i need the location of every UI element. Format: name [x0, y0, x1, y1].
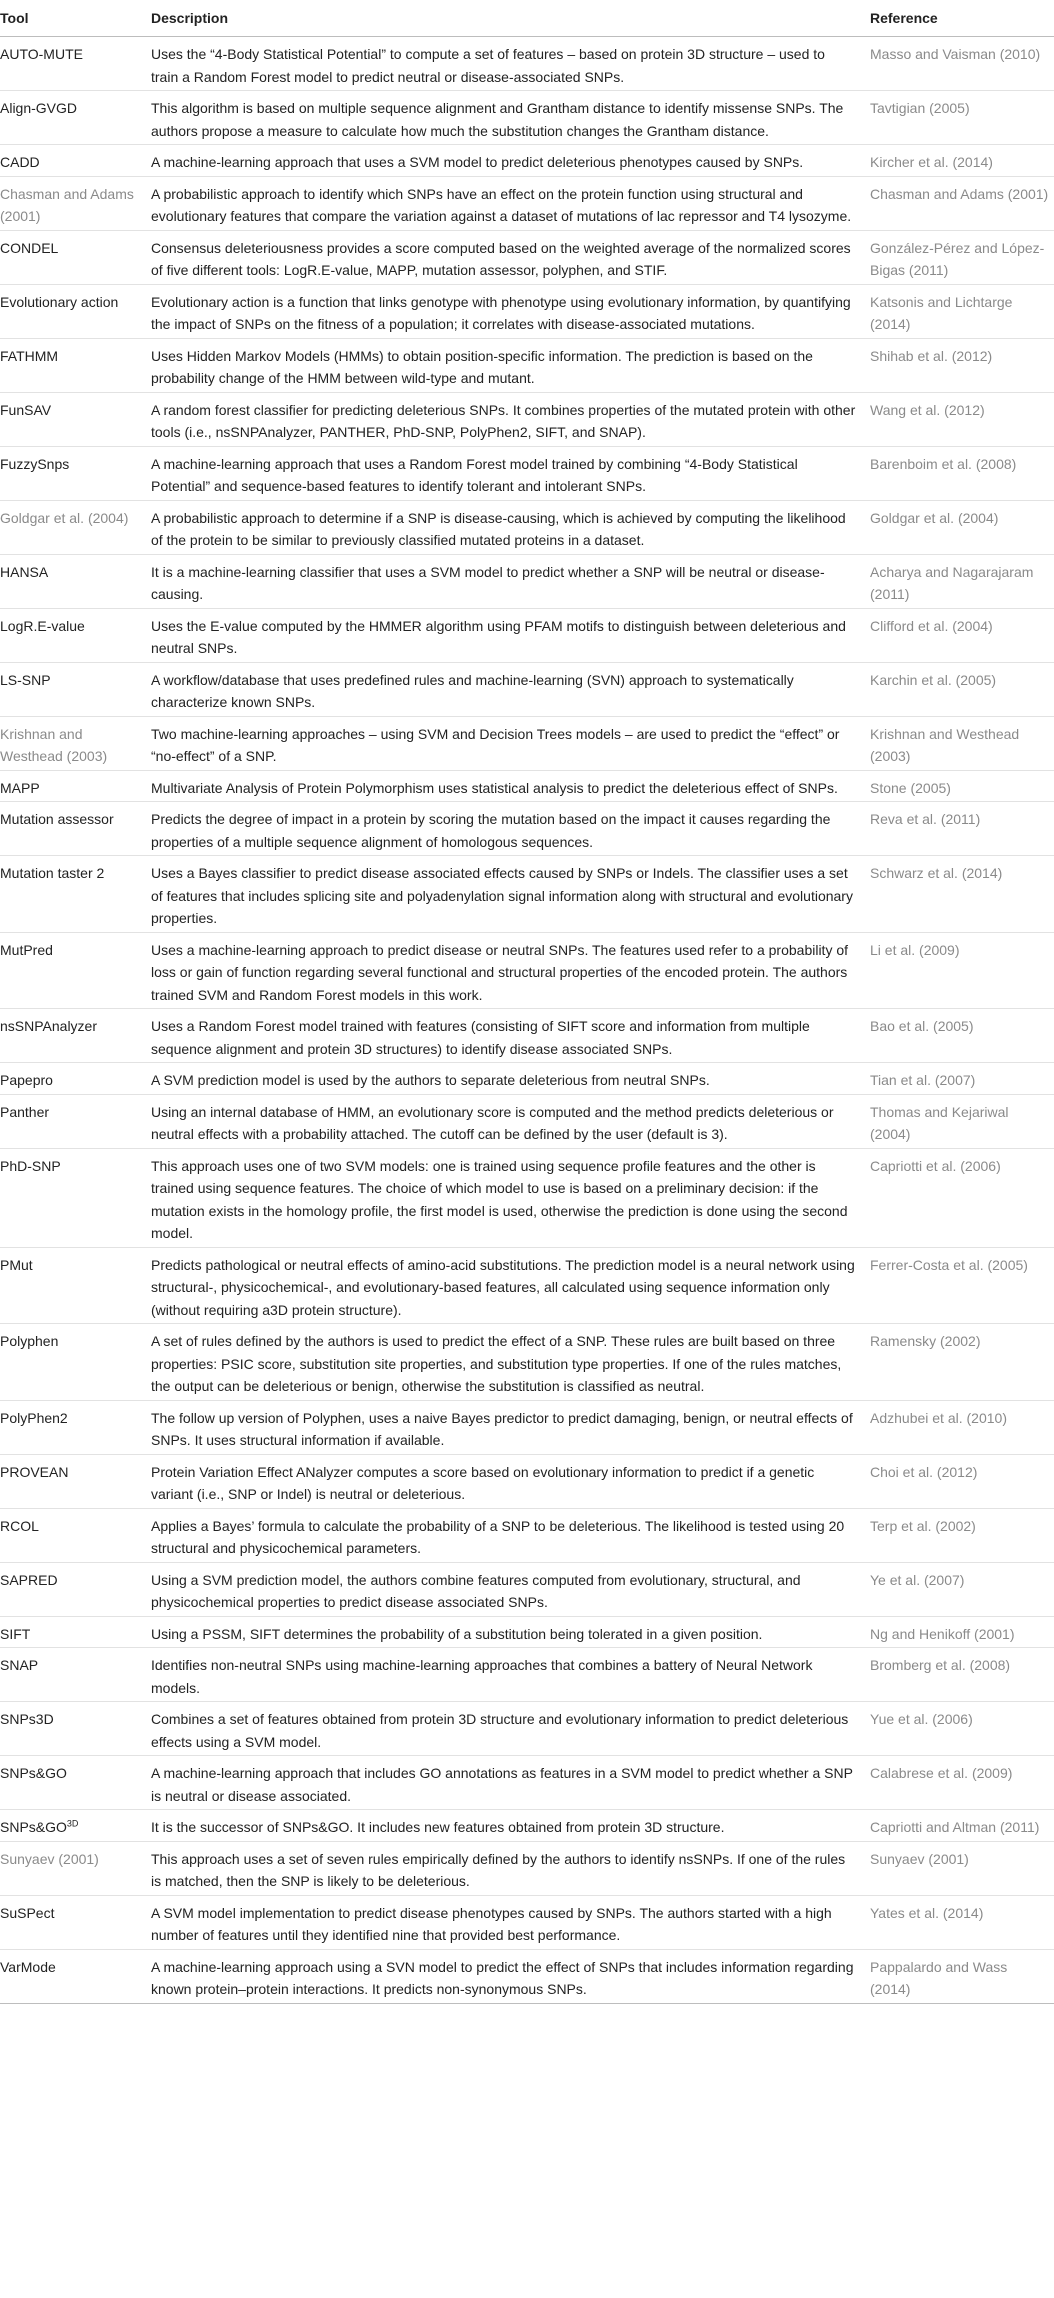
description-cell: Uses the E-value computed by the HMMER algorithm using PFAM motifs to distinguish between deleterious and neutral SNPs. — [151, 608, 870, 662]
description-cell: Uses the “4-Body Statistical Potential” to compute a set of features – based on protein 3D structure – used to train a Random Forest model to predict neutral or disease-associated SNPs. — [151, 37, 870, 91]
table-row — [0, 1810, 1054, 1842]
description-cell: Combines a set of features obtained from protein 3D structure and evolutionary information to predict deleterious effects using a SVM model. — [151, 1702, 870, 1756]
table-row — [0, 1756, 1054, 1810]
reference-cell: Adzhubei et al. (2010) — [870, 1400, 1054, 1454]
table-row — [0, 554, 1054, 608]
tool-name: SAPRED — [0, 1571, 58, 1588]
reference-cell: Sunyaev (2001) — [870, 1841, 1054, 1895]
header-description: Description — [151, 0, 870, 37]
reference-cell: Choi et al. (2012) — [870, 1454, 1054, 1508]
reference-cell: Bao et al. (2005) — [870, 1009, 1054, 1063]
tool-cell — [0, 1949, 151, 2003]
table-row — [0, 392, 1054, 446]
tool-name: VarMode — [0, 1958, 56, 1975]
tool-cell — [0, 1756, 151, 1810]
table-row — [0, 37, 1054, 91]
description-cell: A machine-learning approach that uses a SVM model to predict deleterious phenotypes caused by SNPs. — [151, 145, 870, 177]
description-cell: Using a PSSM, SIFT determines the probability of a substitution being tolerated in a given position. — [151, 1616, 870, 1648]
tool-cell — [0, 1247, 151, 1324]
reference-cell: Ye et al. (2007) — [870, 1562, 1054, 1616]
reference-cell: González-Pérez and López-Bigas (2011) — [870, 230, 1054, 284]
reference-cell: Calabrese et al. (2009) — [870, 1756, 1054, 1810]
tool-name: Chasman and Adams (2001) — [0, 185, 134, 224]
table-row — [0, 1009, 1054, 1063]
table-row — [0, 176, 1054, 230]
reference-cell: Goldgar et al. (2004) — [870, 500, 1054, 554]
reference-cell: Capriotti and Altman (2011) — [870, 1810, 1054, 1842]
description-cell: Two machine-learning approaches – using SVM and Decision Trees models – are used to predict the “effect” or “no-effect” of a SNP. — [151, 716, 870, 770]
description-cell: Predicts pathological or neutral effects of amino-acid substitutions. The prediction model is a neural network using structural-, physicochemical-, and evolutionary-based features, all calculated using sequence information only (without requiring a3D protein structure). — [151, 1247, 870, 1324]
tool-cell — [0, 770, 151, 802]
description-cell: Using an internal database of HMM, an evolutionary score is computed and the method predicts deleterious or neutral effects with a probability attached. The cutoff can be defined by the user (default is 3). — [151, 1094, 870, 1148]
reference-cell: Clifford et al. (2004) — [870, 608, 1054, 662]
tool-cell — [0, 1324, 151, 1401]
tool-name: PolyPhen2 — [0, 1409, 68, 1426]
tool-cell — [0, 338, 151, 392]
tool-cell — [0, 1508, 151, 1562]
table-row — [0, 1508, 1054, 1562]
description-cell: A machine-learning approach using a SVN model to predict the effect of SNPs that includes information regarding known protein–protein interactions. It predicts non-synonymous SNPs. — [151, 1949, 870, 2003]
tool-name: SuSPect — [0, 1904, 55, 1921]
description-cell: A workflow/database that uses predefined rules and machine-learning (SVN) approach to systematically characterize known SNPs. — [151, 662, 870, 716]
description-cell: This approach uses a set of seven rules empirically defined by the authors to identify nsSNPs. If one of the rules is matched, then the SNP is likely to be deleterious. — [151, 1841, 870, 1895]
table-row — [0, 1949, 1054, 2003]
description-cell: Applies a Bayes’ formula to calculate the probability of a SNP to be deleterious. The likelihood is tested using 20 structural and physicochemical parameters. — [151, 1508, 870, 1562]
reference-cell: Yates et al. (2014) — [870, 1895, 1054, 1949]
reference-cell: Pappalardo and Wass (2014) — [870, 1949, 1054, 2003]
reference-cell: Kircher et al. (2014) — [870, 145, 1054, 177]
table-row — [0, 446, 1054, 500]
tool-cell — [0, 662, 151, 716]
description-cell: A machine-learning approach that uses a Random Forest model trained by combining “4-Body Statistical Potential” and sequence-based features to identify tolerant and intolerant SNPs. — [151, 446, 870, 500]
tool-name: CONDEL — [0, 239, 59, 256]
description-cell: Consensus deleteriousness provides a score computed based on the weighted average of the normalized scores of five different tools: LogR.E-value, MAPP, mutation assessor, polyphen, and STIF. — [151, 230, 870, 284]
description-cell: A machine-learning approach that includes GO annotations as features in a SVM model to predict whether a SNP is neutral or disease associated. — [151, 1756, 870, 1810]
tool-name: RCOL — [0, 1517, 39, 1534]
table-row — [0, 1616, 1054, 1648]
tool-superscript: 3D — [66, 1818, 79, 1829]
tool-name: SIFT — [0, 1625, 31, 1642]
table-row — [0, 500, 1054, 554]
tool-name: Papepro — [0, 1072, 53, 1088]
tool-cell — [0, 1810, 151, 1842]
tool-cell — [0, 1562, 151, 1616]
tool-name: Goldgar et al. (2004) — [0, 509, 129, 526]
tool-cell — [0, 37, 151, 91]
tool-name: AUTO-MUTE — [0, 46, 83, 62]
tool-name: SNPs&GO — [0, 1819, 67, 1835]
tool-name: Polyphen — [0, 1333, 59, 1349]
header-row — [0, 0, 1054, 37]
table-row — [0, 230, 1054, 284]
reference-cell: Stone (2005) — [870, 770, 1054, 802]
tool-name: MutPred — [0, 941, 53, 958]
table-body — [0, 37, 1054, 2004]
tool-name: FATHMM — [0, 347, 59, 364]
description-cell: A probabilistic approach to identify which SNPs have an effect on the protein function using structural and evolutionary features that compare the variation against a dataset of mutations of lac repressor and T4 lysozyme. — [151, 176, 870, 230]
reference-cell: Karchin et al. (2005) — [870, 662, 1054, 716]
table-row — [0, 338, 1054, 392]
reference-cell: Barenboim et al. (2008) — [870, 446, 1054, 500]
reference-cell: Shihab et al. (2012) — [870, 338, 1054, 392]
description-cell: Uses Hidden Markov Models (HMMs) to obtain position-specific information. The prediction is based on the probability change of the HMM between wild-type and mutant. — [151, 338, 870, 392]
description-cell: Predicts the degree of impact in a protein by scoring the mutation based on the impact it causes regarding the properties of a multiple sequence alignment of homologous sequences. — [151, 802, 870, 856]
reference-cell: Capriotti et al. (2006) — [870, 1148, 1054, 1247]
tool-name: SNPs3D — [0, 1711, 54, 1727]
table-row — [0, 1247, 1054, 1324]
table-row — [0, 1063, 1054, 1095]
tool-cell — [0, 145, 151, 177]
tool-cell — [0, 392, 151, 446]
description-cell: A SVM prediction model is used by the authors to separate deleterious from neutral SNPs. — [151, 1063, 870, 1095]
tool-cell — [0, 1648, 151, 1702]
tool-name: PhD-SNP — [0, 1157, 61, 1174]
reference-cell: Masso and Vaisman (2010) — [870, 37, 1054, 91]
tool-name: FunSAV — [0, 401, 52, 418]
description-cell: This approach uses one of two SVM models: one is trained using sequence profile features and the other is trained using sequence features. The choice of which model to use is based on a preliminary decision: if the mutation exists in the homology profile, the first model is used, otherwise the prediction is done using the second model. — [151, 1148, 870, 1247]
table-row — [0, 662, 1054, 716]
table-row — [0, 1562, 1054, 1616]
tool-cell — [0, 716, 151, 770]
tool-cell — [0, 284, 151, 338]
tool-cell — [0, 1009, 151, 1063]
tool-name: Align-GVGD — [0, 100, 78, 116]
reference-cell: Reva et al. (2011) — [870, 802, 1054, 856]
tool-cell — [0, 91, 151, 145]
tool-name: Krishnan and Westhead (2003) — [0, 725, 108, 764]
tool-cell — [0, 1702, 151, 1756]
tool-name: HANSA — [0, 563, 49, 580]
description-cell: A probabilistic approach to determine if a SNP is disease-causing, which is achieved by computing the likelihood of the protein to be similar to previously classified mutated proteins in a dataset. — [151, 500, 870, 554]
tool-cell — [0, 446, 151, 500]
tool-cell — [0, 1895, 151, 1949]
reference-cell: Terp et al. (2002) — [870, 1508, 1054, 1562]
table-row — [0, 802, 1054, 856]
description-cell: It is the successor of SNPs&GO. It includes new features obtained from protein 3D structure. — [151, 1810, 870, 1842]
tool-cell — [0, 1063, 151, 1095]
table-row — [0, 1400, 1054, 1454]
tool-name: LogR.E-value — [0, 617, 85, 634]
description-cell: Identifies non-neutral SNPs using machine-learning approaches that combines a battery of Neural Network models. — [151, 1648, 870, 1702]
table-row — [0, 856, 1054, 933]
header-reference: Reference — [870, 0, 1054, 37]
description-cell: A random forest classifier for predicting deleterious SNPs. It combines properties of the mutated protein with other tools (i.e., nsSNPAnalyzer, PANTHER, PhD-SNP, PolyPhen2, SIFT, and SNAP). — [151, 392, 870, 446]
description-cell: Using a SVM prediction model, the authors combine features computed from evolutionary, structural, and physicochemical properties to predict disease associated SNPs. — [151, 1562, 870, 1616]
reference-cell: Bromberg et al. (2008) — [870, 1648, 1054, 1702]
tool-cell — [0, 176, 151, 230]
reference-cell: Yue et al. (2006) — [870, 1702, 1054, 1756]
tool-name: LS-SNP — [0, 671, 51, 688]
tool-cell — [0, 1148, 151, 1247]
tool-cell — [0, 856, 151, 933]
tool-cell — [0, 1841, 151, 1895]
table-row — [0, 1148, 1054, 1247]
reference-cell: Tavtigian (2005) — [870, 91, 1054, 145]
tool-name: Evolutionary action — [0, 293, 119, 310]
reference-cell: Chasman and Adams (2001) — [870, 176, 1054, 230]
table-row — [0, 1648, 1054, 1702]
reference-cell: Schwarz et al. (2014) — [870, 856, 1054, 933]
table-row — [0, 145, 1054, 177]
tool-name: PMut — [0, 1256, 33, 1273]
tool-cell — [0, 932, 151, 1009]
tool-name: SNPs&GO — [0, 1765, 67, 1781]
table-row — [0, 91, 1054, 145]
description-cell: The follow up version of Polyphen, uses a naive Bayes predictor to predict damaging, benign, or neutral effects of SNPs. It uses structural information if available. — [151, 1400, 870, 1454]
tool-cell — [0, 1094, 151, 1148]
reference-cell: Ferrer-Costa et al. (2005) — [870, 1247, 1054, 1324]
description-cell: A set of rules defined by the authors is used to predict the effect of a SNP. These rules are built based on three properties: PSIC score, substitution site properties, and substitution type properties. If one of the rules matches, the output can be deleterious or benign, otherwise the substitution is classified as neutral. — [151, 1324, 870, 1401]
tool-cell — [0, 1400, 151, 1454]
table-row — [0, 1841, 1054, 1895]
table-row — [0, 1702, 1054, 1756]
table-row — [0, 716, 1054, 770]
tool-cell — [0, 802, 151, 856]
reference-cell: Li et al. (2009) — [870, 932, 1054, 1009]
reference-cell: Tian et al. (2007) — [870, 1063, 1054, 1095]
tool-cell — [0, 608, 151, 662]
reference-cell: Ng and Henikoff (2001) — [870, 1616, 1054, 1648]
table-row — [0, 932, 1054, 1009]
tool-name: nsSNPAnalyzer — [0, 1018, 98, 1034]
tool-name: MAPP — [0, 779, 40, 796]
tool-name: Sunyaev (2001) — [0, 1850, 99, 1867]
tool-cell — [0, 554, 151, 608]
tool-name: CADD — [0, 154, 40, 170]
tool-name: Mutation assessor — [0, 811, 114, 827]
description-cell: This algorithm is based on multiple sequence alignment and Grantham distance to identify missense SNPs. The authors propose a measure to calculate how much the substitution changes the Grantham distance. — [151, 91, 870, 145]
tool-name: PROVEAN — [0, 1463, 69, 1480]
reference-cell: Thomas and Kejariwal (2004) — [870, 1094, 1054, 1148]
description-cell: A SVM model implementation to predict disease phenotypes caused by SNPs. The authors started with a high number of features until they identified nine that provided best performance. — [151, 1895, 870, 1949]
reference-cell: Katsonis and Lichtarge (2014) — [870, 284, 1054, 338]
tool-cell — [0, 1454, 151, 1508]
tool-name: Mutation taster 2 — [0, 865, 105, 881]
tool-name: FuzzySnps — [0, 455, 70, 472]
reference-cell: Acharya and Nagarajaram (2011) — [870, 554, 1054, 608]
tool-cell — [0, 230, 151, 284]
description-cell: Uses a Bayes classifier to predict disease associated effects caused by SNPs or Indels. The classifier uses a set of features that includes splicing site and polyadenylation signal information along with structural and evolutionary properties. — [151, 856, 870, 933]
reference-cell: Wang et al. (2012) — [870, 392, 1054, 446]
description-cell: Uses a machine-learning approach to predict disease or neutral SNPs. The features used refer to a probability of loss or gain of function regarding several functional and structural properties of the encoded protein. The authors trained SVM and Random Forest models in this work. — [151, 932, 870, 1009]
table-row — [0, 1454, 1054, 1508]
table-row — [0, 1895, 1054, 1949]
description-cell: It is a machine-learning classifier that uses a SVM model to predict whether a SNP will be neutral or disease-causing. — [151, 554, 870, 608]
description-cell: Uses a Random Forest model trained with features (consisting of SIFT score and information from multiple sequence alignment and protein 3D structures) to identify disease associated SNPs. — [151, 1009, 870, 1063]
description-cell: Multivariate Analysis of Protein Polymorphism uses statistical analysis to predict the deleterious effect of SNPs. — [151, 770, 870, 802]
table-row — [0, 284, 1054, 338]
description-cell: Evolutionary action is a function that links genotype with phenotype using evolutionary information, by quantifying the impact of SNPs on the fitness of a population; it correlates with disease-associated mutations. — [151, 284, 870, 338]
header-tool: Tool — [0, 0, 151, 37]
tool-name: Panther — [0, 1103, 50, 1120]
table-row — [0, 1324, 1054, 1401]
tool-name: SNAP — [0, 1657, 39, 1673]
description-cell: Protein Variation Effect ANalyzer computes a score based on evolutionary information to predict if a genetic variant (i.e., SNP or Indel) is neutral or deleterious. — [151, 1454, 870, 1508]
table-row — [0, 1094, 1054, 1148]
tool-cell — [0, 500, 151, 554]
reference-cell: Krishnan and Westhead (2003) — [870, 716, 1054, 770]
table-row — [0, 770, 1054, 802]
reference-cell: Ramensky (2002) — [870, 1324, 1054, 1401]
table-row — [0, 608, 1054, 662]
tool-cell — [0, 1616, 151, 1648]
